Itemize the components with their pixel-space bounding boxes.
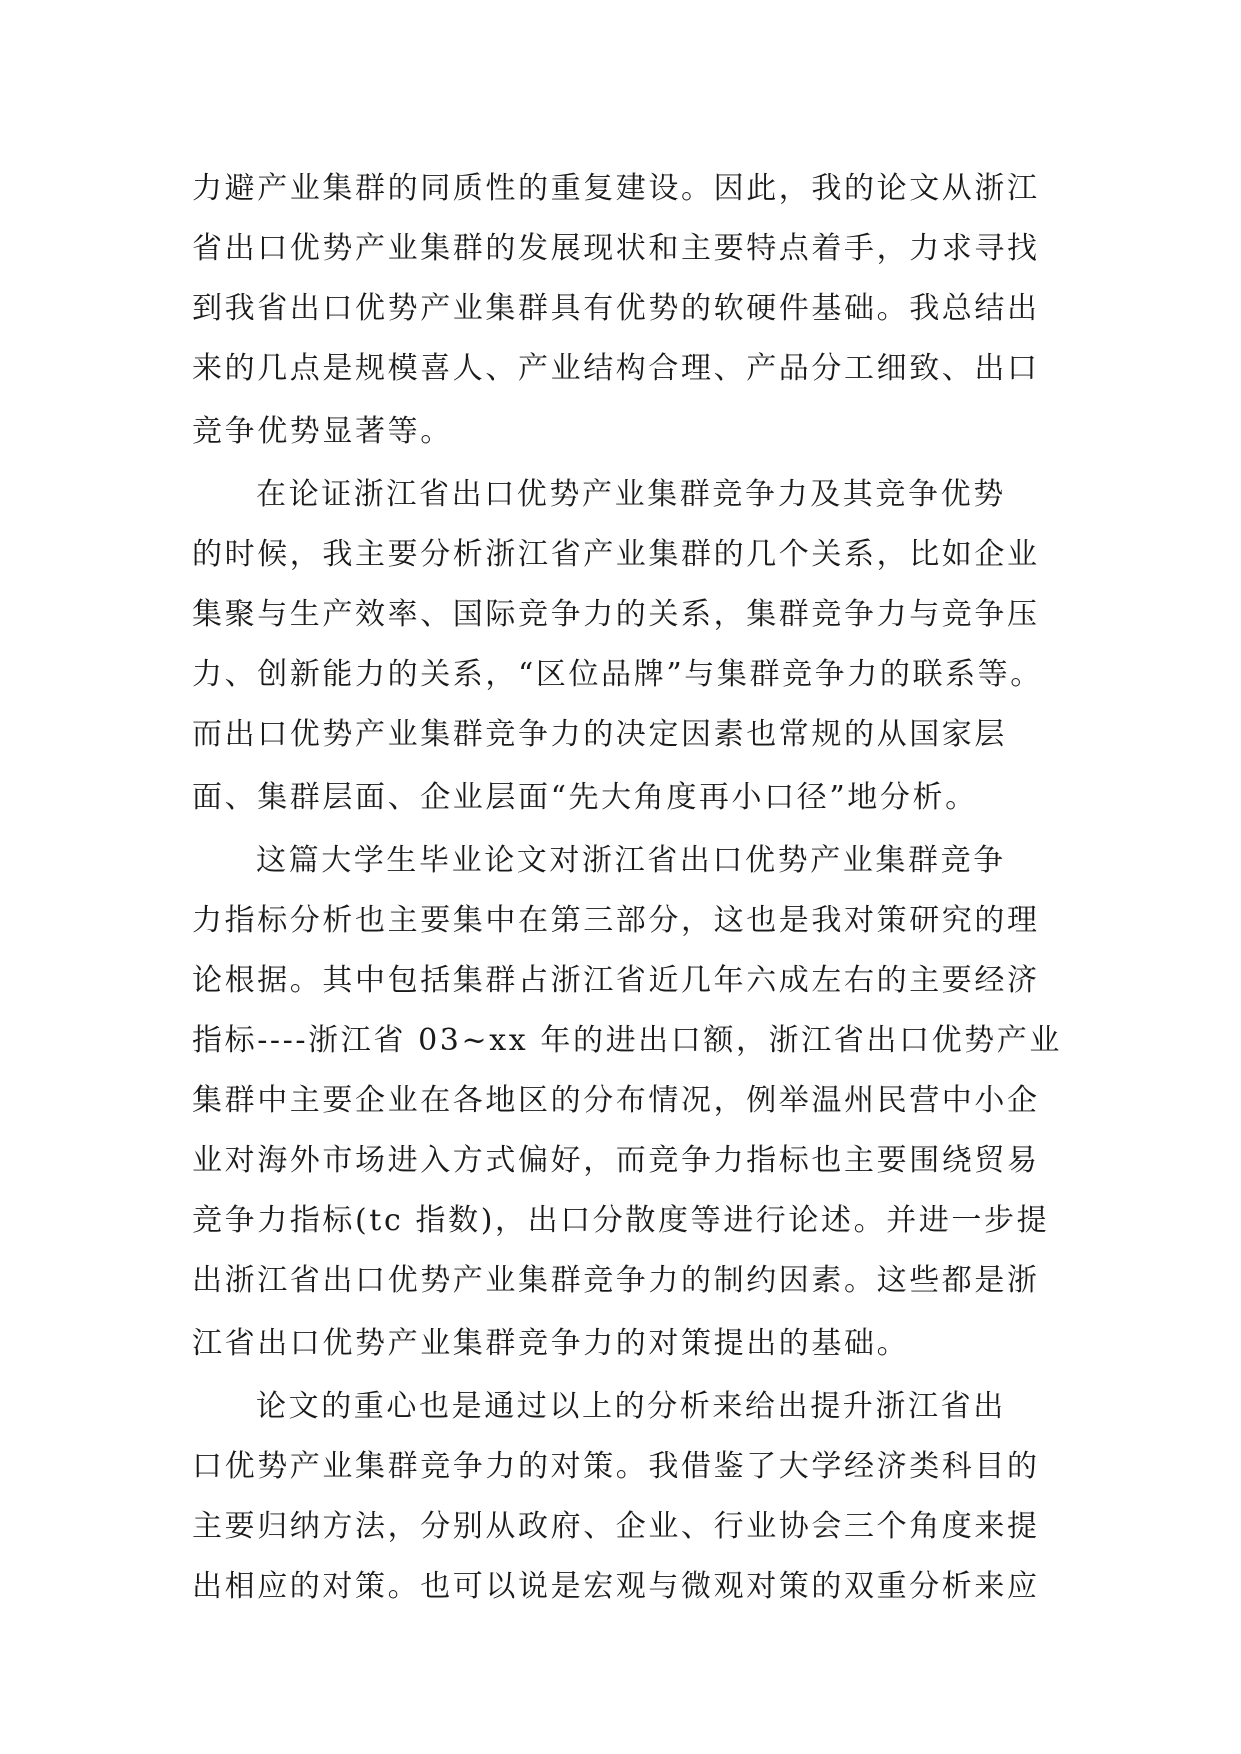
paragraph-4-line-1: 论文的重心也是通过以上的分析来给出提升浙江省出 <box>256 1389 1006 1424</box>
paragraph-3-line-2: 力指标分析也主要集中在第三部分，这也是我对策研究的理 <box>192 903 1040 938</box>
paragraph-3-line-6: 业对海外市场进入方式偏好，而竞争力指标也主要围绕贸易 <box>192 1143 1040 1178</box>
paragraph-2-line-4: 力、创新能力的关系，“区位品牌”与集群竞争力的联系等。 <box>192 657 1043 692</box>
paragraph-4-line-2: 口优势产业集群竞争力的对策。我借鉴了大学经济类科目的 <box>192 1449 1040 1484</box>
paragraph-1-line-1: 力避产业集群的同质性的重复建设。因此，我的论文从浙江 <box>192 171 1040 206</box>
paragraph-3-line-4: 指标----浙江省 03~xx 年的进出口额，浙江省出口优势产业 <box>192 1023 1062 1058</box>
paragraph-3-line-8: 出浙江省出口优势产业集群竞争力的制约因素。这些都是浙 <box>192 1263 1040 1298</box>
paragraph-4-line-4: 出相应的对策。也可以说是宏观与微观对策的双重分析来应 <box>192 1569 1040 1604</box>
paragraph-3-line-3: 论根据。其中包括集群占浙江省近几年六成左右的主要经济 <box>192 963 1040 998</box>
paragraph-3-line-1: 这篇大学生毕业论文对浙江省出口优势产业集群竞争 <box>256 843 1006 878</box>
paragraph-2-line-6: 面、集群层面、企业层面“先大角度再小口径”地分析。 <box>192 780 978 815</box>
paragraph-3-line-9: 江省出口优势产业集群竞争力的对策提出的基础。 <box>192 1326 910 1361</box>
paragraph-2-line-1: 在论证浙江省出口优势产业集群竞争力及其竞争优势 <box>256 477 1006 512</box>
paragraph-1-line-5: 竞争优势显著等。 <box>192 414 453 449</box>
paragraph-2-line-5: 而出口优势产业集群竞争力的决定因素也常规的从国家层 <box>192 717 1007 752</box>
paragraph-1-line-2: 省出口优势产业集群的发展现状和主要特点着手，力求寻找 <box>192 231 1040 266</box>
paragraph-2-line-3: 集聚与生产效率、国际竞争力的关系，集群竞争力与竞争压 <box>192 597 1040 632</box>
paragraph-1-line-4: 来的几点是规模喜人、产业结构合理、产品分工细致、出口 <box>192 351 1040 386</box>
paragraph-4-line-3: 主要归纳方法，分别从政府、企业、行业协会三个角度来提 <box>192 1509 1040 1544</box>
body-text <box>192 159 1082 1617</box>
paragraph-2-line-2: 的时候，我主要分析浙江省产业集群的几个关系，比如企业 <box>192 537 1040 572</box>
paragraph-1-line-3: 到我省出口优势产业集群具有优势的软硬件基础。我总结出 <box>192 291 1040 326</box>
paragraph-3-line-5: 集群中主要企业在各地区的分布情况，例举温州民营中小企 <box>192 1083 1040 1118</box>
paragraph-3-line-7: 竞争力指标(tc 指数)，出口分散度等进行论述。并进一步提 <box>192 1203 1050 1238</box>
